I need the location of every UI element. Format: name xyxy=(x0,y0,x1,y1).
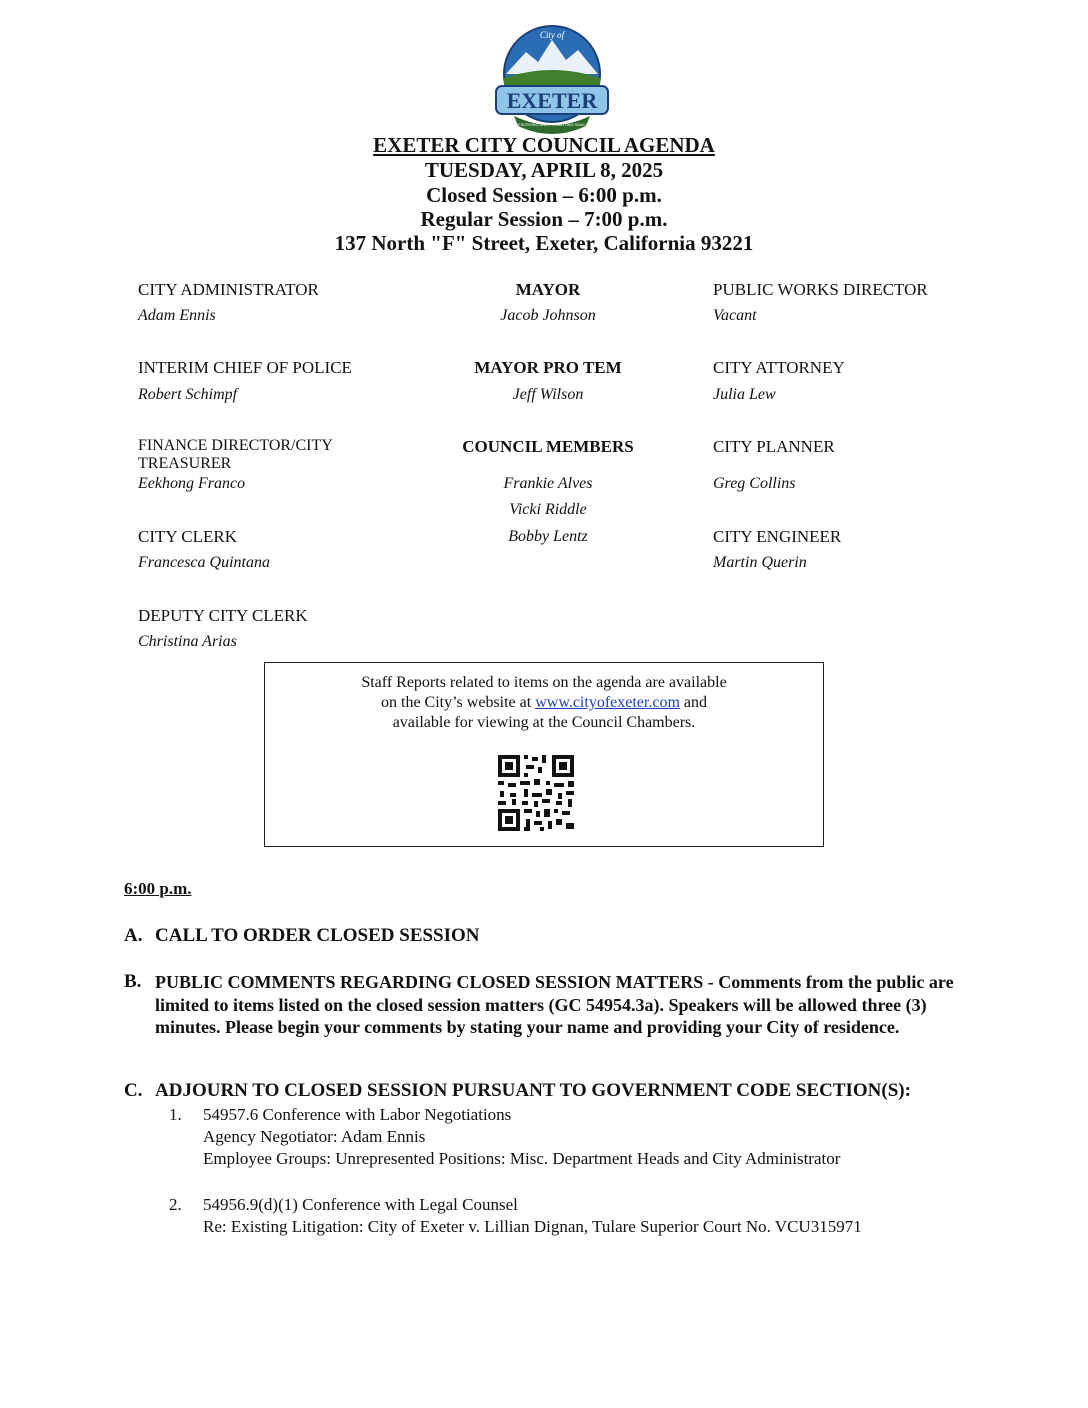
staff-name: Greg Collins xyxy=(713,475,796,492)
staff-name: Francesca Quintana xyxy=(138,554,270,571)
notice-text xyxy=(265,673,823,733)
notice-line-2: on the City’s website at www.cityofexeter.com and xyxy=(381,694,707,711)
item-line: Agency Negotiator: Adam Ennis xyxy=(203,1127,426,1146)
item-text xyxy=(203,1104,983,1170)
regular-session-time: Regular Session – 7:00 p.m. xyxy=(420,207,668,231)
notice-line-3: available for viewing at the Council Chambers. xyxy=(392,714,696,731)
council-member-name: Bobby Lentz xyxy=(508,528,588,545)
section-text: ADJOURN TO CLOSED SESSION PURSUANT TO GOVERNMENT CODE SECTION(S): xyxy=(155,1080,911,1101)
closed-session-item-2 xyxy=(169,1194,989,1240)
agenda-section-b xyxy=(124,971,984,1061)
meeting-date: TUESDAY, APRIL 8, 2025 xyxy=(424,158,664,182)
section-text: CALL TO ORDER CLOSED SESSION xyxy=(155,925,480,946)
item-line: Re: Existing Litigation: City of Exeter v. Lillian Dignan, Tulare Superior Court No. VCU315971 xyxy=(203,1217,862,1236)
council-name: Jeff Wilson xyxy=(512,386,584,403)
agenda-section-a xyxy=(124,925,984,947)
item-line: Employee Groups: Unrepresented Positions: Misc. Department Heads and City Administrator xyxy=(203,1149,841,1168)
notice-line-1: Staff Reports related to items on the agenda are available xyxy=(361,674,727,691)
svg-text:City of: City of xyxy=(539,30,565,40)
council-name: Jacob Johnson xyxy=(500,307,596,324)
svg-text:EXETER: EXETER xyxy=(506,88,598,113)
staff-role: CITY ENGINEER xyxy=(713,527,842,546)
staff-name: Robert Schimpf xyxy=(138,386,238,403)
svg-text:PROTECTING, PRESERVING AND PRO: PROTECTING, PRESERVING AND PROMOTING SMALL TOWN AMERICA xyxy=(483,122,621,127)
section-letter: C. xyxy=(124,1080,143,1101)
closed-session-time: Closed Session – 6:00 p.m. xyxy=(426,183,662,207)
council-role: COUNCIL MEMBERS xyxy=(462,437,634,456)
city-logo xyxy=(483,22,621,142)
item-number: 2. xyxy=(169,1195,182,1214)
staff-name: Eekhong Franco xyxy=(138,475,246,492)
section-letter: A. xyxy=(124,925,143,946)
item-line: 54957.6 Conference with Labor Negotiations xyxy=(203,1105,512,1124)
council-role: MAYOR PRO TEM xyxy=(474,358,622,377)
closed-session-item-1 xyxy=(169,1104,989,1174)
city-website-link[interactable]: www.cityofexeter.com xyxy=(535,694,680,711)
council-member-name: Frankie Alves xyxy=(503,475,593,492)
agenda-section-c xyxy=(124,1080,984,1102)
staff-name: Vacant xyxy=(713,307,757,324)
staff-role: CITY CLERK xyxy=(138,527,238,546)
staff-role: CITY ADMINISTRATOR xyxy=(138,280,319,299)
staff-role: DEPUTY CITY CLERK xyxy=(138,606,308,625)
qr-code-icon[interactable] xyxy=(496,753,576,833)
closed-session-heading: 6:00 p.m. xyxy=(124,879,192,898)
item-line: 54956.9(d)(1) Conference with Legal Counsel xyxy=(203,1195,518,1214)
meeting-address: 137 North "F" Street, Exeter, California 93221 xyxy=(334,231,754,255)
staff-role: PUBLIC WORKS DIRECTOR xyxy=(713,280,928,299)
agenda-title: EXETER CITY COUNCIL AGENDA xyxy=(373,133,715,157)
staff-role: INTERIM CHIEF OF POLICE xyxy=(138,358,352,377)
section-text: PUBLIC COMMENTS REGARDING CLOSED SESSION MATTERS - Comments from the public are limited to items listed on the closed session matters (GC 54954.3a). Speakers will be allowed three (3) minutes. Please begin your comments by stating your name and providing your City of residence. xyxy=(155,972,954,1037)
staff-name: Martin Querin xyxy=(713,554,807,571)
item-text xyxy=(203,1194,983,1238)
item-number: 1. xyxy=(169,1105,182,1124)
staff-name: Julia Lew xyxy=(713,386,776,403)
council-role: MAYOR xyxy=(515,280,581,299)
staff-role: CITY PLANNER xyxy=(713,437,835,456)
staff-role: CITY ATTORNEY xyxy=(713,358,845,377)
staff-role: FINANCE DIRECTOR/CITY TREASURER xyxy=(138,437,333,472)
staff-name: Christina Arias xyxy=(138,633,237,650)
staff-name: Adam Ennis xyxy=(138,307,216,324)
staff-reports-notice xyxy=(264,662,824,847)
council-member-name: Vicki Riddle xyxy=(509,501,587,518)
section-letter: B. xyxy=(124,971,142,992)
